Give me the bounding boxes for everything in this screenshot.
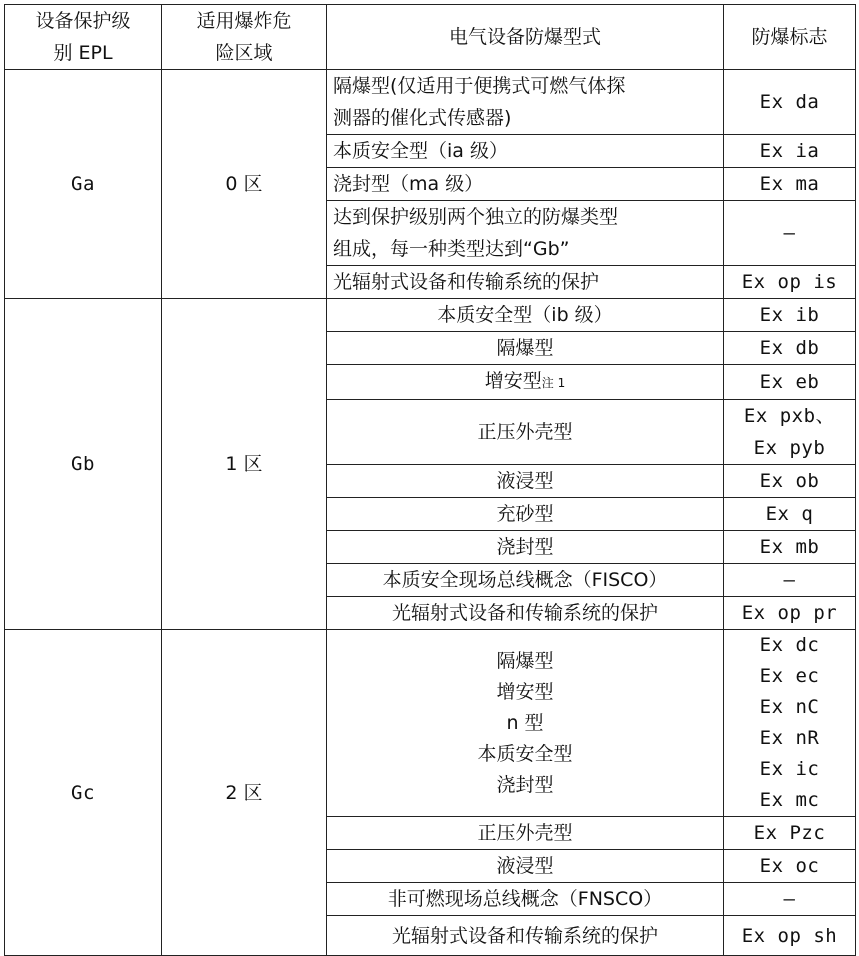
protection-type-cell: [327, 883, 724, 916]
ex-mark-text: Ex op is: [741, 271, 838, 293]
zone-cell: 1 区: [162, 299, 327, 630]
ex-mark-cell: [724, 498, 856, 531]
ex-mark-text: Ex op pr: [741, 602, 838, 624]
header-zone-line: 险区域: [215, 42, 273, 64]
header-type: 电气设备防爆型式: [327, 5, 724, 70]
ex-mark-cell: [724, 597, 856, 630]
protection-type-text: 本质安全型（ib 级）: [437, 304, 613, 326]
ex-mark-cell: [724, 332, 856, 365]
protection-type-text: 正压外壳型: [477, 822, 573, 844]
protection-type-cell: [327, 168, 724, 201]
protection-type-text: 隔爆型(仅适用于便携式可燃气体探: [333, 75, 626, 97]
protection-type-text: 本质安全现场总线概念（FISCO）: [382, 569, 668, 591]
protection-type-cell: [327, 597, 724, 630]
protection-type-text: 隔爆型: [496, 337, 554, 359]
protection-type-text: 浇封型（ma 级）: [333, 173, 484, 195]
protection-type-cell: [327, 400, 724, 465]
protection-type-text: n 型: [506, 711, 544, 734]
protection-type-line: [333, 266, 717, 298]
ex-mark-text: Ex ib: [759, 304, 820, 326]
zone-cell: 2 区: [162, 630, 327, 956]
protection-type-cell: [327, 266, 724, 299]
ex-mark-text: Ex op sh: [741, 924, 838, 947]
protection-type-line: [333, 168, 717, 200]
protection-type-line: [333, 332, 717, 364]
protection-type-text: 光辐射式设备和传输系统的保护: [391, 602, 658, 624]
ex-mark-text: Ex ma: [759, 173, 820, 195]
protection-type-text: 浇封型: [496, 773, 554, 796]
table-row: [5, 299, 856, 332]
header-epl-line: 别 EPL: [53, 42, 113, 64]
protection-type-line: [333, 597, 717, 629]
protection-type-line: [333, 498, 717, 530]
protection-type-line: [333, 920, 717, 952]
header-zone: [162, 5, 327, 70]
protection-type-cell: [327, 630, 724, 817]
protection-type-text: 本质安全型: [477, 742, 573, 765]
protection-type-line: [333, 817, 717, 849]
protection-type-line: [333, 564, 717, 596]
protection-type-line: [333, 233, 717, 265]
protection-type-text: 增安型: [484, 370, 542, 392]
protection-type-line: [333, 135, 717, 167]
protection-type-line: [333, 102, 717, 134]
protection-type-cell: [327, 201, 724, 266]
ex-mark-cell: [724, 531, 856, 564]
protection-type-line: [333, 201, 717, 233]
ex-mark-text: Ex ia: [759, 140, 820, 162]
ex-mark-cell: [724, 400, 856, 465]
protection-type-cell: [327, 70, 724, 135]
protection-type-text: 正压外壳型: [477, 421, 573, 443]
ex-mark-cell: [724, 299, 856, 332]
protection-type-line: [333, 299, 717, 331]
ex-mark-text: —: [783, 222, 796, 244]
explosion-protection-table: [4, 4, 856, 956]
epl-cell: Gc: [5, 630, 162, 956]
ex-mark-cell: [724, 135, 856, 168]
ex-mark-cell: [724, 883, 856, 916]
ex-mark-text: Ex dc: [759, 634, 820, 656]
ex-mark-text: Ex eb: [759, 371, 820, 393]
protection-type-text: 测器的催化式传感器): [333, 107, 512, 129]
ex-mark-cell: [724, 168, 856, 201]
ex-mark-cell: [724, 266, 856, 299]
table-body: [5, 70, 856, 956]
ex-mark-cell: [724, 850, 856, 883]
protection-type-cell: [327, 817, 724, 850]
protection-type-cell: [327, 531, 724, 564]
ex-mark-cell: [724, 365, 856, 400]
ex-mark-text: Ex mb: [759, 536, 820, 558]
ex-mark-text: Ex pxb、: [743, 405, 836, 427]
protection-type-text: 浇封型: [496, 536, 554, 558]
header-mark: 防爆标志: [724, 5, 856, 70]
ex-mark-cell: [724, 564, 856, 597]
table-row: [5, 630, 856, 817]
ex-mark-cell: [724, 817, 856, 850]
protection-type-line: [333, 465, 717, 497]
ex-mark-text: Ex Pzc: [753, 822, 826, 844]
protection-type-line: [333, 739, 717, 770]
ex-mark-text: Ex ic: [759, 758, 820, 780]
epl-cell: Ga: [5, 70, 162, 299]
protection-type-line: [333, 677, 717, 708]
ex-mark-text: Ex da: [759, 91, 820, 113]
protection-type-cell: [327, 135, 724, 168]
protection-type-line: [333, 770, 717, 801]
table-row: [5, 70, 856, 135]
header-epl-line: 设备保护级: [35, 10, 131, 32]
protection-type-cell: [327, 564, 724, 597]
protection-type-cell: [327, 916, 724, 956]
ex-mark-cell: [724, 201, 856, 266]
header-epl: [5, 5, 162, 70]
protection-type-text: 增安型: [496, 680, 554, 703]
protection-type-line: [333, 850, 717, 882]
ex-mark-cell: [724, 916, 856, 956]
header-row: [5, 5, 856, 70]
protection-type-text: 充砂型: [496, 503, 554, 525]
protection-type-line: [333, 646, 717, 677]
ex-mark-text: Ex ec: [759, 665, 820, 687]
epl-cell: Gb: [5, 299, 162, 630]
protection-type-text: 液浸型: [496, 470, 554, 492]
ex-mark-text: Ex mc: [759, 789, 820, 811]
ex-mark-text: Ex ob: [759, 470, 820, 492]
ex-mark-text: Ex pyb: [753, 437, 826, 459]
ex-mark-cell: [724, 630, 856, 817]
ex-mark-text: Ex oc: [759, 855, 820, 877]
ex-mark-text: —: [783, 569, 796, 591]
ex-mark-text: Ex q: [765, 503, 814, 525]
ex-mark-text: —: [783, 888, 796, 910]
ex-mark-cell: [724, 70, 856, 135]
protection-type-line: [333, 70, 717, 102]
protection-type-text: 光辐射式设备和传输系统的保护: [333, 271, 600, 293]
ex-mark-cell: [724, 465, 856, 498]
zone-cell: 0 区: [162, 70, 327, 299]
protection-type-text: 非可燃现场总线概念（FNSCO）: [387, 888, 663, 910]
protection-type-line: [333, 365, 717, 399]
protection-type-text: 组成，每一种类型达到“Gb”: [333, 238, 570, 260]
protection-type-cell: [327, 465, 724, 498]
protection-type-cell: [327, 850, 724, 883]
protection-type-cell: [327, 299, 724, 332]
protection-type-text: 本质安全型（ia 级）: [333, 140, 508, 162]
footnote-ref: 注 1: [541, 376, 566, 390]
protection-type-cell: [327, 498, 724, 531]
protection-type-line: [333, 531, 717, 563]
ex-mark-text: Ex nC: [759, 696, 820, 718]
protection-type-text: 隔爆型: [496, 649, 554, 672]
protection-type-line: [333, 883, 717, 915]
protection-type-line: [333, 416, 717, 448]
protection-type-line: [333, 708, 717, 739]
protection-type-text: 光辐射式设备和传输系统的保护: [391, 924, 658, 947]
protection-type-cell: [327, 365, 724, 400]
protection-type-text: 液浸型: [496, 855, 554, 877]
ex-mark-text: Ex nR: [759, 727, 820, 749]
header-zone-line: 适用爆炸危: [196, 10, 292, 32]
protection-type-text: 达到保护级别两个独立的防爆类型: [333, 206, 619, 228]
ex-mark-text: Ex db: [759, 337, 820, 359]
protection-type-cell: [327, 332, 724, 365]
